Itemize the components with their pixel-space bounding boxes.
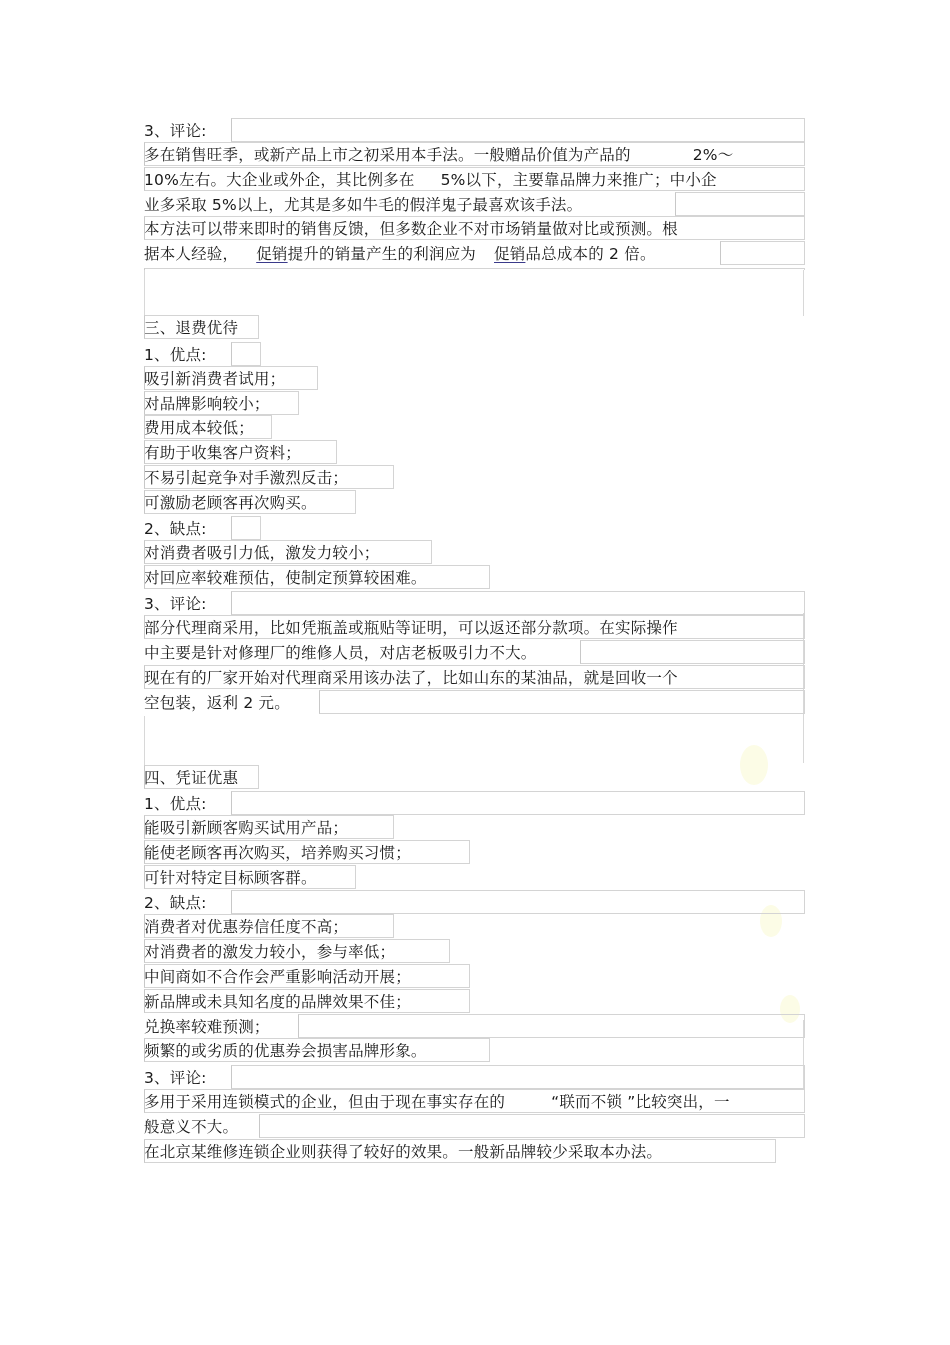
- text-run: 提升的销量产生的利润应为: [287, 245, 477, 263]
- cell-border: [231, 118, 805, 142]
- section3-comment-line: 空包装，返利 2 元。: [144, 694, 290, 712]
- section4-cons-heading: 2、缺点:: [144, 894, 207, 912]
- section2-p1-line3: 业多采取 5%以上，尤其是多如牛毛的假洋鬼子最喜欢该手法。: [144, 196, 583, 214]
- section4-pros-heading: 1、优点:: [144, 795, 207, 813]
- section2-p1-line2: [144, 168, 717, 192]
- cell-border: [580, 640, 805, 664]
- section4-pro-item: 能使老顾客再次购买，培养购买习惯；: [144, 844, 411, 862]
- cell-border: [319, 690, 805, 714]
- cell-border: [259, 1114, 805, 1138]
- section3-comment-line: 现在有的厂家开始对代理商采用该办法了，比如山东的某油品，就是回收一个: [144, 669, 678, 687]
- scan-stain: [740, 745, 768, 785]
- section3-pros-heading: 1、优点:: [144, 346, 207, 364]
- section3-comment-line: 部分代理商采用，比如凭瓶盖或瓶贴等证明，可以返还部分款项。在实际操作: [144, 619, 678, 637]
- section2-comment-heading: 3、评论:: [144, 122, 207, 140]
- cell-border: [231, 342, 261, 366]
- section4-comment-line1: [144, 1090, 730, 1114]
- text-run: 10%左右。大企业或外企，其比例多在: [144, 171, 415, 189]
- section4-comment-line2: 般意义不大。: [144, 1118, 239, 1136]
- section2-p2-line2: [144, 242, 656, 266]
- scan-stain: [780, 995, 800, 1023]
- section4-comment-line3: 在北京某维修连锁企业则获得了较好的效果。一般新品牌较少采取本办法。: [144, 1143, 663, 1161]
- section3-title: 三、退费优待: [144, 319, 239, 337]
- section3-pro-item: 费用成本较低；: [144, 419, 254, 437]
- section4-pro-item: 可针对特定目标顾客群。: [144, 869, 317, 887]
- cell-border: [231, 516, 261, 540]
- cell-border: [298, 1014, 805, 1038]
- section3-cons-heading: 2、缺点:: [144, 520, 207, 538]
- section4-con-item: 兑换率较难预测；: [144, 1018, 270, 1036]
- text-run: 品总成本的 2 倍。: [525, 245, 656, 263]
- section2-p1-line1: [144, 143, 733, 167]
- text-run: 多用于采用连锁模式的企业，但由于现在事实存在的: [144, 1093, 506, 1111]
- cell-border: [231, 1065, 805, 1089]
- section3-pro-item: 吸引新消费者试用；: [144, 370, 286, 388]
- underlined-term: 促销: [256, 245, 288, 263]
- text-run: 5%以下，主要靠品牌力来推广；中小企: [440, 171, 717, 189]
- cell-border: [144, 268, 805, 270]
- table-rule: [803, 270, 804, 316]
- text-run: 多在销售旺季，或新产品上市之初采用本手法。一般赠品价值为产品的: [144, 146, 631, 164]
- section4-pro-item: 能吸引新顾客购买试用产品；: [144, 819, 349, 837]
- section4-con-item: 频繁的或劣质的优惠券会损害品牌形象。: [144, 1042, 427, 1060]
- section3-pro-item: 对品牌影响较小；: [144, 395, 270, 413]
- section2-p2-line1: 本方法可以带来即时的销售反馈，但多数企业不对市场销量做对比或预测。根: [144, 220, 678, 238]
- section3-pro-item: 可激励老顾客再次购买。: [144, 494, 317, 512]
- cell-border: [231, 591, 805, 615]
- section4-title: 四、凭证优惠: [144, 769, 239, 787]
- section3-con-item: 对回应率较难预估，使制定预算较困难。: [144, 569, 427, 587]
- section3-comment-line: 中主要是针对修理厂的维修人员，对店老板吸引力不大。: [144, 644, 537, 662]
- section4-comment-heading: 3、评论:: [144, 1069, 207, 1087]
- table-rule: [144, 270, 145, 316]
- table-rule: [144, 716, 145, 766]
- cell-border: [675, 192, 805, 216]
- section4-con-item: 中间商如不合作会严重影响活动开展；: [144, 968, 411, 986]
- section3-pro-item: 不易引起竞争对手激烈反击；: [144, 469, 349, 487]
- cell-border: [720, 241, 805, 265]
- text-run: “联而不锁 ”比较突出，一: [551, 1093, 730, 1111]
- section4-con-item: 消费者对优惠券信任度不高；: [144, 918, 349, 936]
- underlined-term: 促销: [494, 245, 526, 263]
- scan-stain: [760, 905, 782, 937]
- section3-comment-heading: 3、评论:: [144, 595, 207, 613]
- section3-pro-item: 有助于收集客户资料；: [144, 444, 302, 462]
- cell-border: [231, 791, 805, 815]
- section4-con-item: 对消费者的激发力较小，参与率低；: [144, 943, 396, 961]
- table-rule: [803, 1020, 804, 1090]
- text-run: 据本人经验，: [144, 245, 239, 263]
- table-rule: [803, 613, 804, 763]
- cell-border: [231, 890, 805, 914]
- text-run: 2%～: [692, 146, 734, 164]
- section3-con-item: 对消费者吸引力低，激发力较小；: [144, 544, 380, 562]
- section4-con-item: 新品牌或未具知名度的品牌效果不佳；: [144, 993, 411, 1011]
